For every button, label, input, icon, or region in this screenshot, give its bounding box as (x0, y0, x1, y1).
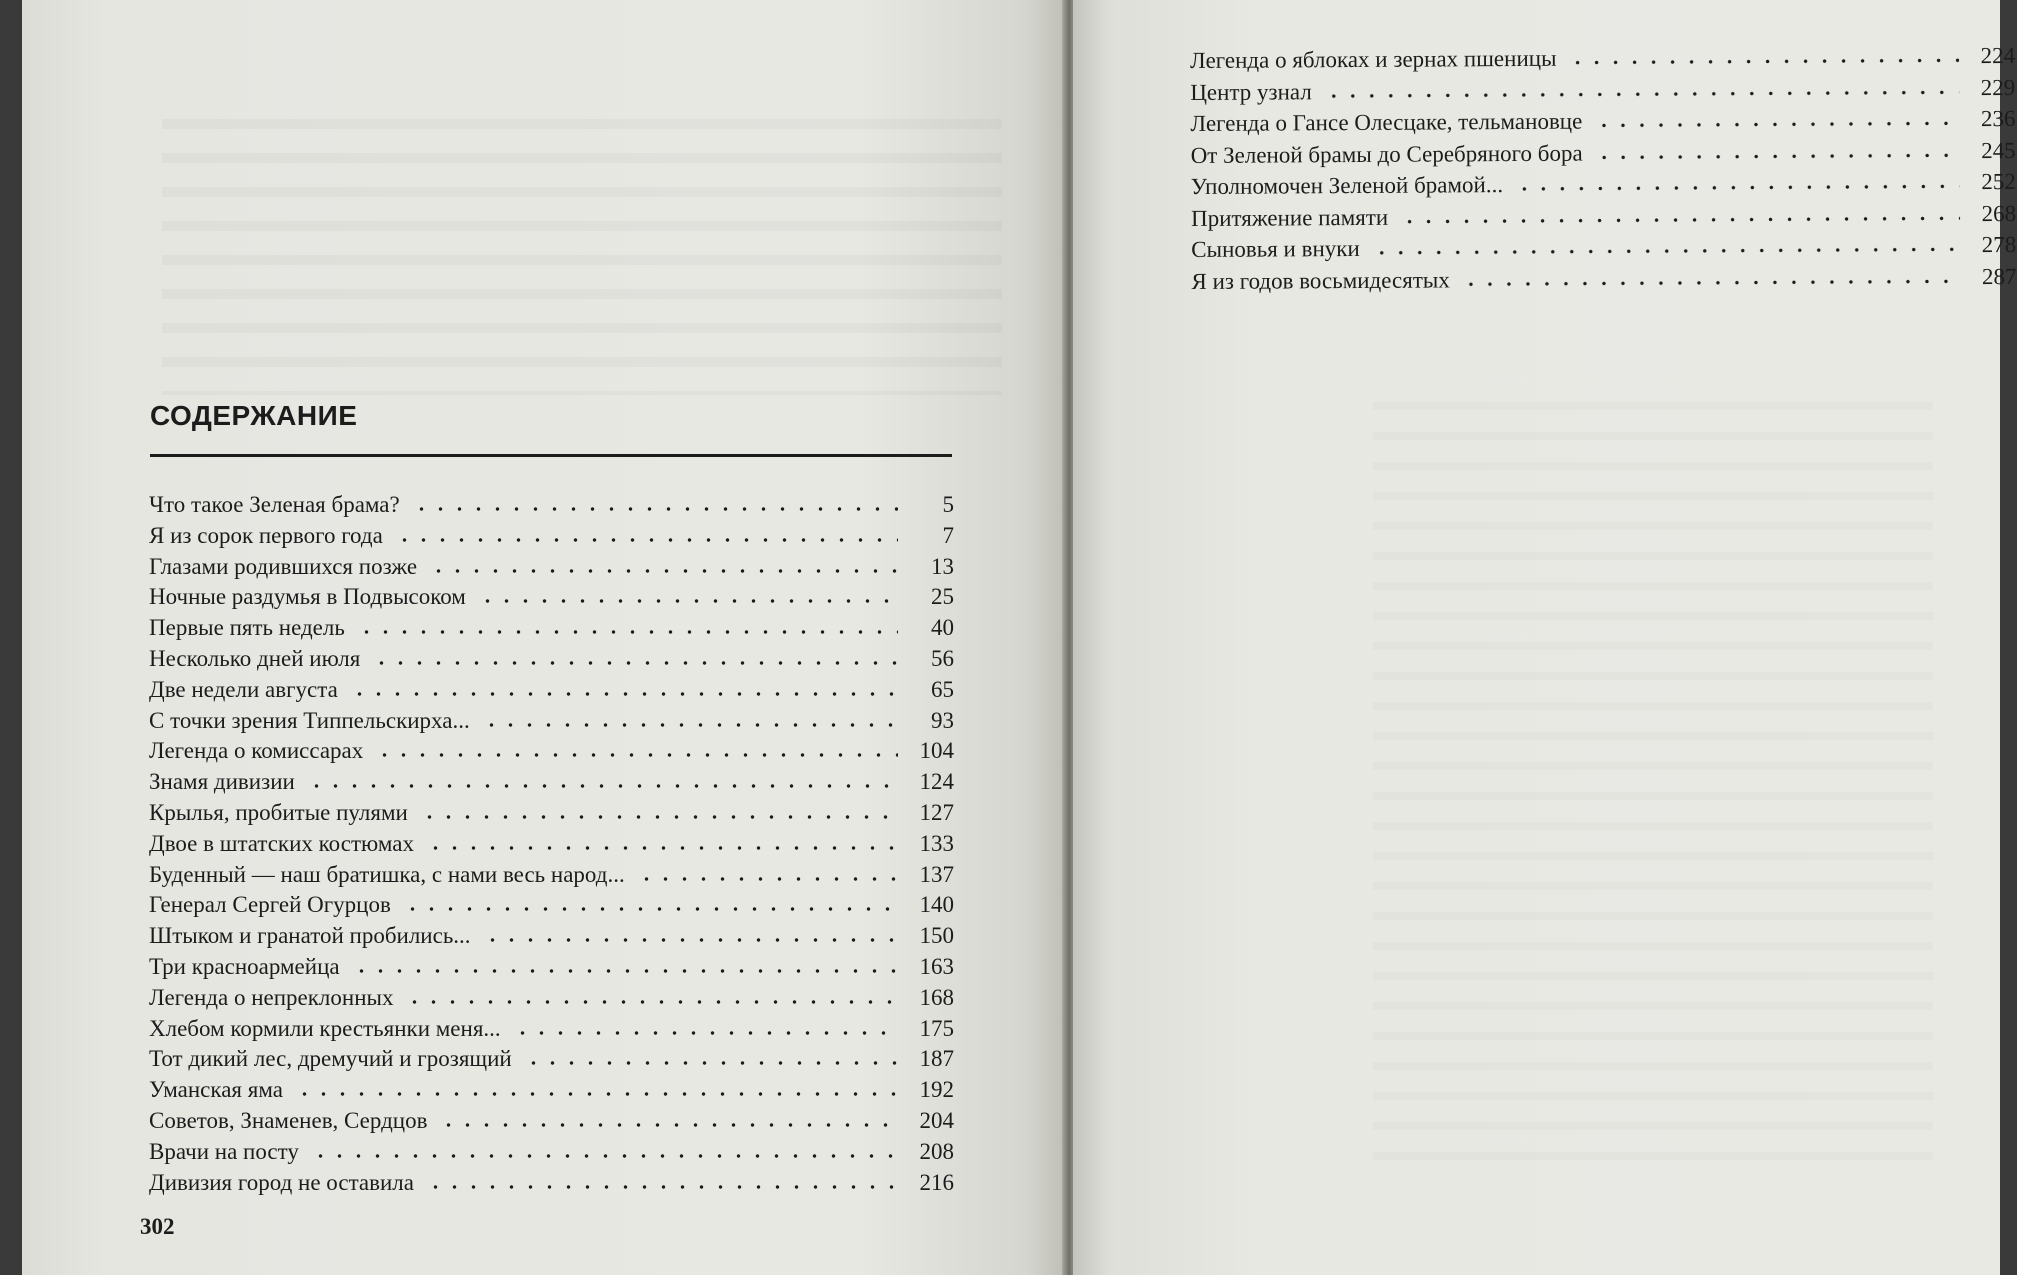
show-through-text (1373, 380, 1933, 1160)
toc-entry-page: 229 (1980, 74, 2016, 100)
toc-entry-page: 224 (1980, 42, 2016, 69)
toc-entry-title: Буденный — наш братишка, с нами весь народ... (149, 861, 625, 887)
toc-entry-title: С точки зрения Типпельскирха... (149, 707, 470, 733)
toc-entry (1191, 263, 2016, 300)
dot-leader (439, 1123, 898, 1127)
toc-entry (149, 492, 954, 523)
toc-entry-title: Легенда о непреклонных (149, 984, 394, 1010)
toc-entry-title: Советов, Знаменев, Сердцов (149, 1107, 428, 1133)
dot-leader (420, 815, 898, 819)
dot-leader (403, 907, 898, 911)
toc-entry (1191, 232, 2016, 269)
toc-entry (1191, 200, 2016, 237)
dot-leader (426, 846, 898, 850)
toc-entry-title: Легенда о комиссарах (149, 738, 364, 764)
toc-entry (149, 708, 954, 739)
toc-entry-page: 124 (919, 769, 954, 795)
toc-entry-title: Генерал Сергей Огурцов (149, 892, 391, 918)
toc-entry-page: 140 (919, 892, 954, 918)
left-page (22, 0, 1067, 1275)
toc-entry-title: Дивизия город не оставила (149, 1169, 414, 1195)
toc-entry (149, 677, 954, 708)
toc-entry-title: Я из годов восьмидесятых (1191, 266, 1450, 294)
toc-entry (149, 831, 954, 862)
toc-entry-title: Двое в штатских костюмах (149, 830, 414, 856)
toc-entry (149, 862, 954, 893)
toc-entry-page: 25 (931, 584, 954, 610)
toc-entry-title: Тот дикий лес, дремучий и грозящий (149, 1046, 512, 1072)
page-number: 302 (140, 1214, 175, 1239)
dot-leader (1594, 121, 1959, 127)
heading-rule (150, 454, 952, 457)
toc-entry (1191, 169, 2016, 206)
toc-entry (1190, 43, 2015, 80)
dot-leader (1462, 279, 1961, 286)
dot-leader (483, 938, 898, 942)
toc-entry-page: 163 (919, 953, 954, 979)
dot-leader (482, 723, 898, 727)
toc-entry-title: Что такое Зеленая брама? (149, 492, 400, 517)
dot-leader (426, 1185, 898, 1189)
dot-leader (524, 1061, 898, 1065)
toc-entry-title: Глазами родившихся позже (149, 553, 418, 579)
dot-leader (375, 753, 898, 757)
toc-entry-title: Ночные раздумья в Подвысоком (149, 584, 466, 610)
toc-entry (149, 1139, 954, 1170)
dot-leader (1595, 153, 1960, 159)
toc-entry-page: 175 (919, 1015, 954, 1041)
toc-entry (149, 1170, 954, 1201)
dot-leader (1324, 90, 1960, 98)
toc-entry-page: 133 (919, 830, 954, 856)
dot-leader (295, 1092, 898, 1096)
toc-entry-page: 287 (1981, 263, 2017, 289)
toc-entry (149, 646, 954, 677)
toc-entry-page: 252 (1981, 168, 2016, 195)
toc-entry-page: 104 (919, 738, 954, 764)
toc-list-right (1190, 43, 2017, 300)
contents-heading: СОДЕРЖАНИЕ (150, 400, 358, 431)
dot-leader (429, 569, 898, 573)
toc-entry-title: Притяжение памяти (1190, 204, 1389, 231)
dot-leader (307, 784, 898, 788)
toc-entry (149, 523, 954, 554)
dot-leader (357, 630, 898, 634)
toc-entry-page: 278 (1981, 231, 2017, 258)
toc-entry (149, 554, 954, 585)
toc-entry-page: 5 (942, 492, 954, 517)
toc-entry-title: Знамя дивизии (149, 769, 295, 795)
toc-entry-page: 208 (919, 1138, 954, 1164)
toc-entry (149, 1016, 954, 1047)
toc-entry-page: 93 (931, 707, 954, 733)
toc-entry-page: 268 (1981, 200, 2017, 226)
toc-entry-page: 187 (919, 1046, 954, 1072)
toc-entry-title: Я из сорок первого года (149, 522, 383, 548)
toc-entry (149, 892, 954, 923)
toc-entry-title: Сыновья и внуки (1191, 235, 1360, 262)
toc-entry-title: Врачи на посту (149, 1138, 299, 1164)
toc-entry-title: Центр узнал (1190, 78, 1312, 105)
toc-entry-page: 216 (919, 1169, 954, 1195)
dot-leader (1372, 247, 1961, 255)
dot-leader (513, 1031, 898, 1035)
toc-entry (1190, 74, 2015, 111)
toc-list-left (149, 492, 954, 1200)
toc-entry-title: Несколько дней июля (149, 645, 361, 671)
dot-leader (637, 877, 898, 881)
dot-leader (1515, 184, 1960, 191)
dot-leader (395, 538, 898, 542)
toc-entry-title: Штыком и гранатой пробились... (149, 923, 471, 949)
toc-entry (149, 584, 954, 615)
toc-entry (149, 985, 954, 1016)
toc-entry-title: Легенда о Гансе Олесцаке, тельмановце (1190, 108, 1583, 136)
toc-entry-page: 245 (1981, 137, 2016, 163)
toc-entry (149, 738, 954, 769)
dot-leader (1400, 216, 1960, 223)
toc-entry-title: Крылья, пробитые пулями (149, 799, 408, 825)
toc-entry (149, 1108, 954, 1139)
toc-entry-title: От Зеленой брамы до Серебряного бора (1190, 140, 1583, 168)
toc-entry-title: Уполномочен Зеленой брамой... (1190, 172, 1504, 199)
toc-entry-page: 236 (1980, 105, 2016, 132)
toc-entry (149, 615, 954, 646)
dot-leader (311, 1154, 898, 1158)
toc-entry-title: Три красноармейца (149, 953, 340, 979)
toc-entry-page: 7 (942, 522, 954, 548)
dot-leader (478, 599, 898, 603)
toc-entry-page: 150 (919, 923, 954, 949)
toc-entry (1191, 137, 2016, 174)
toc-entry (1190, 106, 2015, 143)
toc-entry-title: Легенда о яблоках и зернах пшеницы (1190, 45, 1557, 73)
toc-entry-title: Уманская яма (149, 1077, 283, 1103)
toc-entry (149, 800, 954, 831)
toc-entry-page: 40 (931, 615, 954, 641)
right-page (1073, 0, 2017, 1275)
dot-leader (1568, 58, 1959, 64)
toc-entry-page: 13 (931, 553, 954, 579)
toc-entry-title: Две недели августа (149, 676, 338, 702)
toc-entry-page: 137 (919, 861, 954, 887)
dot-leader (412, 507, 898, 511)
toc-entry (149, 923, 954, 954)
toc-entry-page: 65 (931, 676, 954, 702)
dot-leader (372, 661, 898, 665)
dot-leader (405, 1000, 898, 1004)
toc-entry-title: Хлебом кормили крестьянки меня... (149, 1015, 501, 1041)
toc-entry-page: 204 (919, 1107, 954, 1133)
toc-entry-page: 192 (919, 1077, 954, 1103)
toc-entry (149, 954, 954, 985)
dot-leader (352, 969, 898, 973)
toc-entry-page: 168 (919, 984, 954, 1010)
dot-leader (350, 692, 898, 696)
toc-entry-page: 127 (919, 799, 954, 825)
toc-entry-page: 56 (931, 645, 954, 671)
toc-entry (149, 1046, 954, 1077)
show-through-text (162, 95, 1002, 395)
toc-entry-title: Первые пять недель (149, 615, 345, 641)
toc-entry (149, 1077, 954, 1108)
toc-entry (149, 769, 954, 800)
